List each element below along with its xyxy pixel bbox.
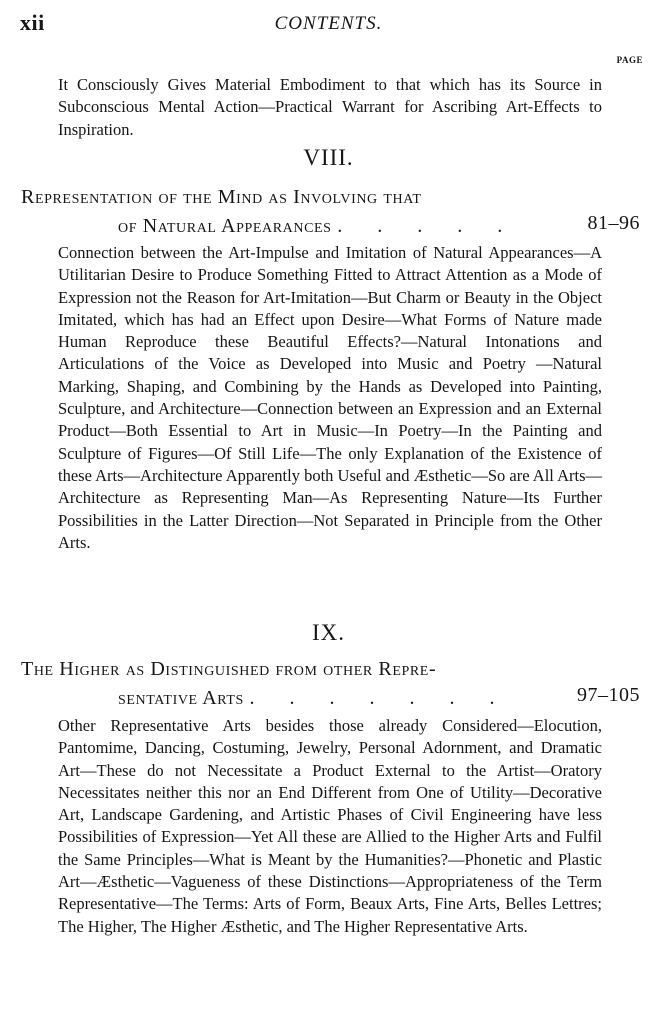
chapter-ix-leader-dots: . . . . . . . <box>249 687 510 709</box>
chapter-ix-title-text: sentative Arts <box>118 687 244 709</box>
chapter-ix-page-range: 97–105 <box>577 684 640 706</box>
chapter-vii-summary-continuation: It Consciously Gives Material Embodiment to that which has its Source in Subconscious Mental Action—Practical Warrant for Ascribing Art-Effects to Inspiration. <box>58 75 602 139</box>
chapter-viii-title-line1: Representation of the Mind as Involving that <box>21 186 422 208</box>
page-folio: xii <box>20 10 45 35</box>
chapter-viii-title-text: of Natural Appearances <box>118 215 332 237</box>
chapter-viii-leader-dots: . . . . . <box>337 215 518 237</box>
page-header <box>0 10 657 40</box>
page-column-label: PAGE <box>616 55 643 65</box>
running-title: CONTENTS. <box>274 13 383 34</box>
chapter-viii-title-line2 <box>118 212 517 240</box>
chapter-ix-title-line1: The Higher as Distinguished from other Repre- <box>21 658 437 680</box>
chapter-viii-page-range: 81–96 <box>587 212 640 234</box>
chapter-numeral-viii: VIII. <box>303 145 354 170</box>
chapter-ix-title-line2 <box>118 684 510 712</box>
chapter-viii-summary: Connection between the Art-Impulse and Imitation of Natural Appearances—A Utilitarian Desire to Produce Something Fitted to Attract Attention as a Mode of Expression not the Reason for Art-Imitation—But Charm or Beauty in the Object Imitated, which has had an Effect upon Desire—What Forms of Nature made Human Reproduce these Beautiful Effects?—Natural Intonations and Articulations of the Voice as Developed into Music and Poetry —Natural Marking, Shaping, and Combining by the Hands as Developed into Painting, Sculpture, and Architecture—Connection between an Expression and an External Product—Both Essential to Art in Music—In Poetry—In the Painting and Sculpture of Figures—Of Still Life—The only Explanation of the Existence of these Arts—Architecture Apparently both Useful and Æsthetic—So are All Arts—Architecture as Representing Man—As Representing Nature—Its Further Possibilities in the Latter Direction—Not Separated in Principle from the Other Arts. <box>58 243 602 552</box>
chapter-numeral-ix: IX. <box>311 620 346 645</box>
chapter-ix-summary: Other Representative Arts besides those already Considered—Elocution, Pantomime, Dancing, Costuming, Jewelry, Personal Adornment, and Dramatic Art—These do not Necessitate a Product External to the Artist—Oratory Necessitates neither this nor an End Different from One of Utility—Decorative Art, Landscape Gardening, and Artistic Phases of Civil Engineering have less Possibilities of Expression—Yet All these are Allied to the Higher Arts and Fulfil the Same Principles—What is Meant by the Humanities?—Phonetic and Plastic Art—Æsthetic—Vagueness of these Distinctions—Appropriateness of the Term Representative—The Terms: Arts of Form, Beaux Arts, Fine Arts, Belles Lettres; The Higher, The Higher Æsthetic, and The Higher Representative Arts. <box>58 716 602 936</box>
